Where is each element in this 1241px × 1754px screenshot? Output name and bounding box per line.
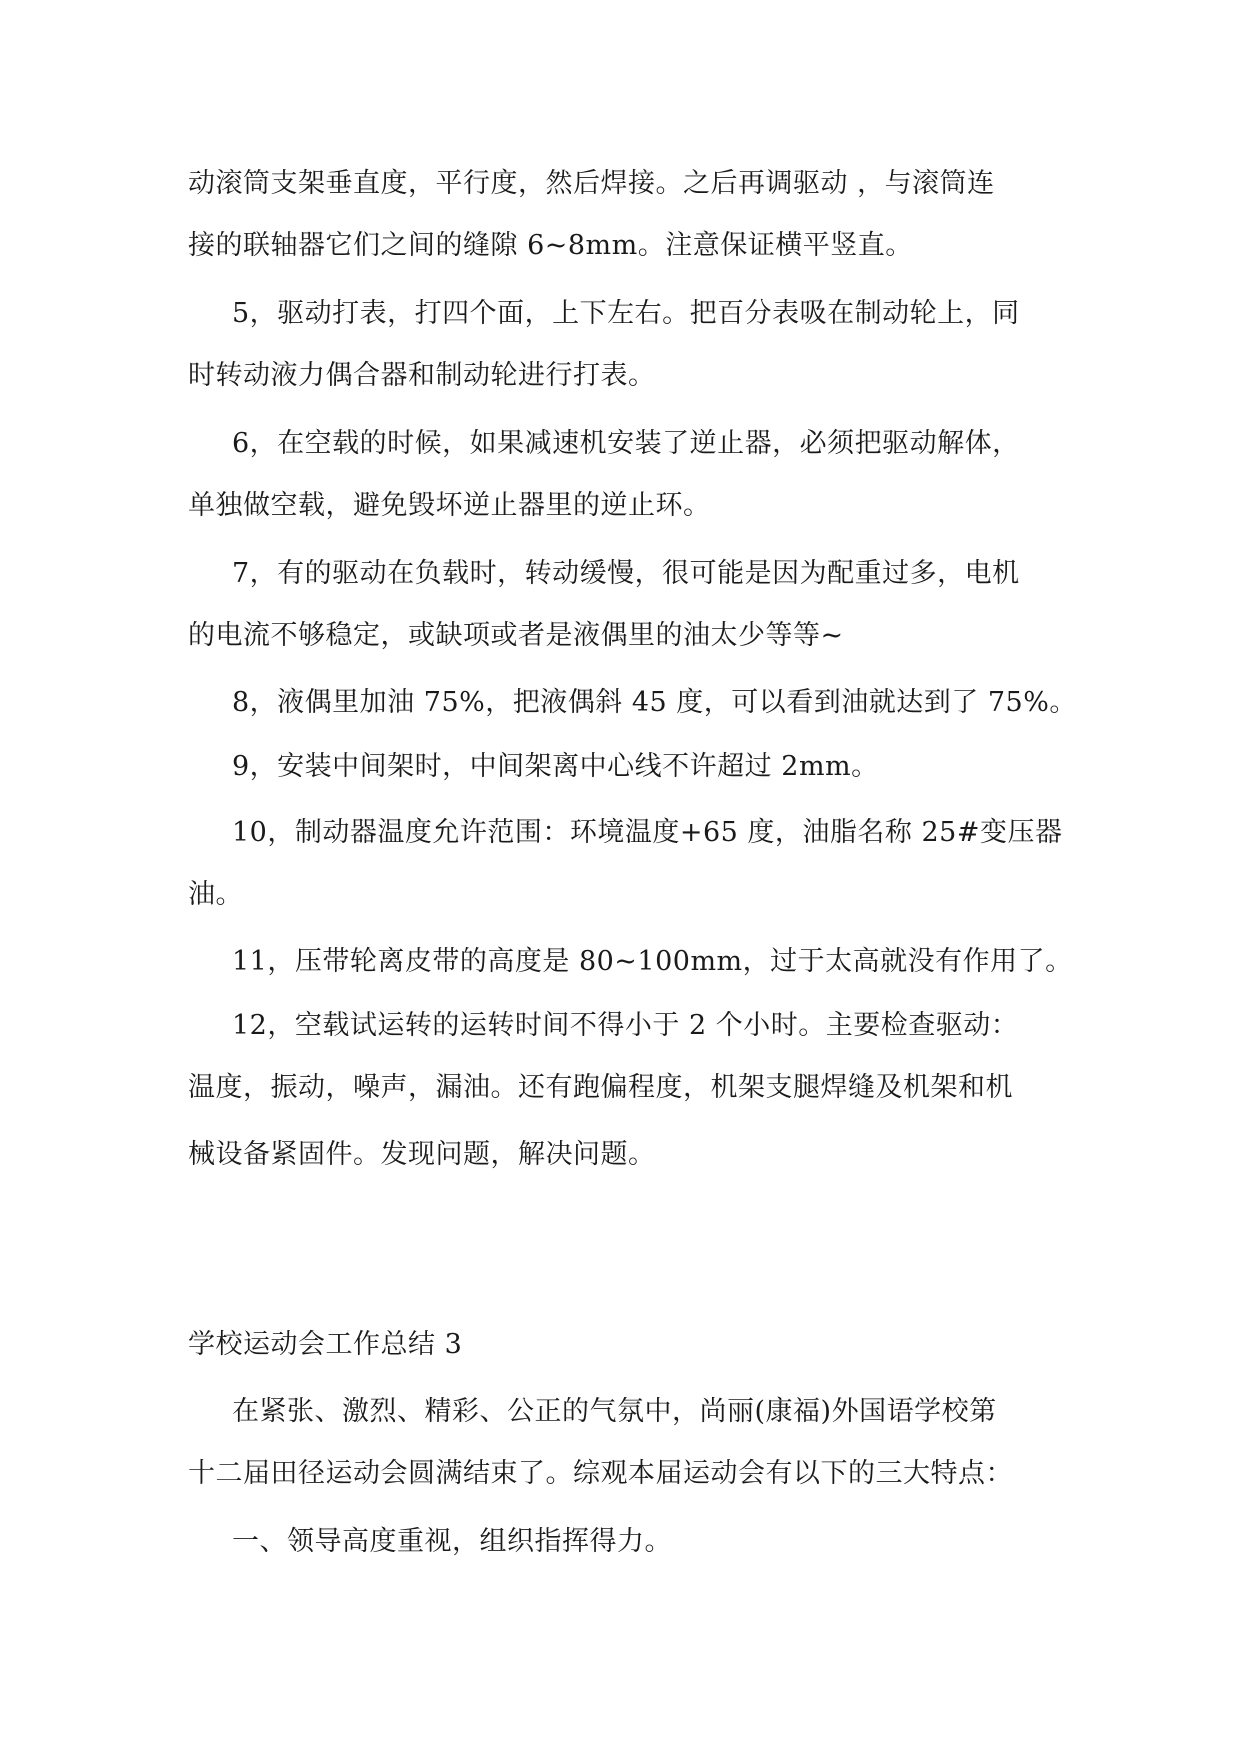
text-line: 9，安装中间架时，中间架离中心线不许超过 2mm。 [232,751,879,782]
text-line: 11，压带轮离皮带的高度是 80~100mm，过于太高就没有作用了。 [232,946,1073,977]
text-line: 温度，振动，噪声，漏油。还有跑偏程度，机架支腿焊缝及机架和机 [188,1072,1013,1103]
text-line: 12，空载试运转的运转时间不得小于 2 个小时。主要检查驱动： [232,1010,1019,1041]
text-line: 的电流不够稳定，或缺项或者是液偶里的油太少等等~ [188,620,844,651]
text-line: 接的联轴器它们之间的缝隙 6~8mm。注意保证横平竖直。 [188,230,913,261]
text-line: 7，有的驱动在负载时，转动缓慢，很可能是因为配重过多，电机 [232,558,1020,589]
section-title: 学校运动会工作总结 3 [188,1329,463,1360]
text-line: 在紧张、激烈、精彩、公正的气氛中，尚丽(康福)外国语学校第 [232,1396,997,1427]
text-line: 单独做空载，避免毁坏逆止器里的逆止环。 [188,490,711,521]
text-line: 6，在空载的时候，如果减速机安装了逆止器，必须把驱动解体， [232,428,1020,459]
text-line: 5，驱动打表，打四个面，上下左右。把百分表吸在制动轮上，同 [232,298,1020,329]
text-line: 械设备紧固件。发现问题，解决问题。 [188,1139,656,1170]
text-line: 一、领导高度重视，组织指挥得力。 [232,1526,672,1557]
text-line: 动滚筒支架垂直度，平行度，然后焊接。之后再调驱动 ，与滚筒连 [188,168,995,199]
text-line: 8，液偶里加油 75%，把液偶斜 45 度，可以看到油就达到了 75%。 [232,687,1077,718]
text-line: 十二届田径运动会圆满结束了。综观本届运动会有以下的三大特点： [188,1458,1013,1489]
text-line: 10，制动器温度允许范围：环境温度+65 度，油脂名称 25#变压器 [232,817,1063,848]
text-line: 油。 [188,879,243,910]
text-line: 时转动液力偶合器和制动轮进行打表。 [188,360,656,391]
